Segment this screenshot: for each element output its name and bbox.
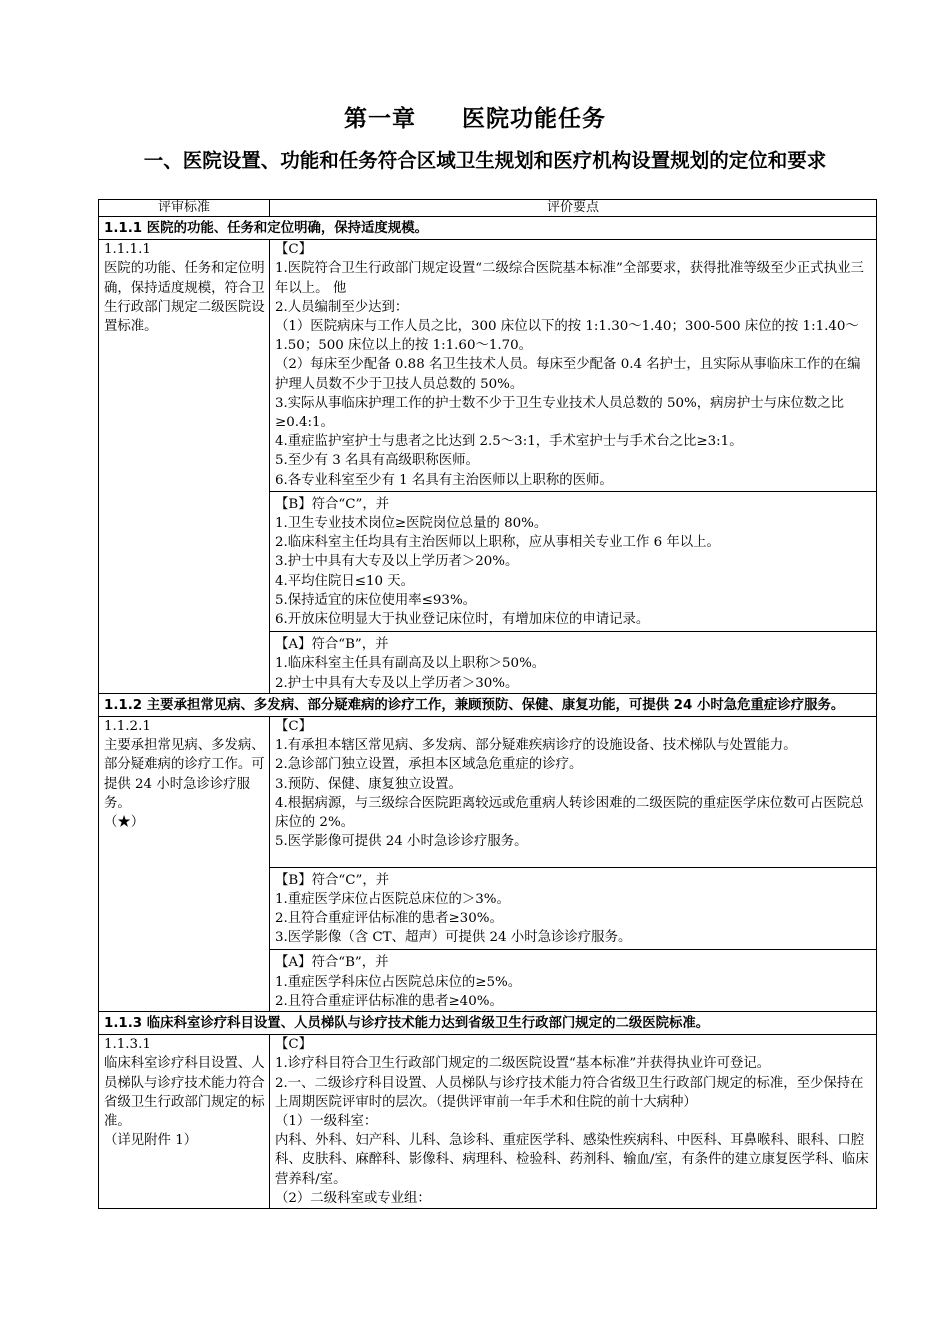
grade-line: 1.临床科室主任具有副高及以上职称＞50%。	[275, 656, 546, 672]
evaluation-table	[98, 199, 877, 1209]
standard-text: 主要承担常见病、多发病、部分疑难病的诊疗工作。可提供 24 小时急诊诊疗服务。	[104, 738, 265, 811]
grade-line: 5.至少有 3 名具有高级职称医师。	[275, 453, 479, 469]
column-header-points: 评价要点	[270, 200, 877, 217]
section-heading-row	[99, 693, 877, 716]
standard-star-mark: （★）	[104, 815, 145, 831]
grade-line: 3.护士中具有大专及以上学历者＞20%。	[275, 554, 519, 570]
grade-line: 1.重症医学床位占医院总床位的＞3%。	[275, 891, 510, 907]
grade-line: 4.平均住院日≤10 天。	[275, 573, 415, 589]
grade-line: 【B】符合“C”，并	[275, 496, 390, 512]
grade-line: 2.一、二级诊疗科目设置、人员梯队与诊疗技术能力符合省级卫生行政部门规定的标准，至少保持在上周期医院评审时的层次。（提供评审前一年手术和住院的前十大病种）	[275, 1075, 864, 1110]
grade-line: 【C】	[275, 1037, 313, 1053]
grade-line: 2.临床科室主任均具有主治医师以上职称，应从事相关专业工作 6 年以上。	[275, 535, 720, 551]
grade-line: （2）每床至少配备 0.88 名卫生技术人员。每床至少配备 0.4 名护士，且实际从事临床工作的在编护理人员数不少于卫技人员总数的 50%。	[275, 357, 861, 392]
chapter-label: 第一章	[344, 106, 416, 132]
section-heading-row	[99, 217, 877, 240]
grade-line: 2.且符合重症评估标准的患者≥30%。	[275, 910, 503, 926]
grade-line: 1.医院符合卫生行政部门规定设置“二级综合医院基本标准”全部要求，获得批准等级至少正式执业三年以上。 他	[275, 261, 864, 296]
column-header-standard: 评审标准	[99, 200, 270, 217]
grade-line: 6.开放床位明显大于执业登记床位时，有增加床位的申请记录。	[275, 612, 650, 628]
section-heading: 1.1.2 主要承担常见病、多发病、部分疑难病的诊疗工作，兼顾预防、保健、康复功能，可提供 24 小时急危重症诊疗服务。	[99, 693, 877, 716]
chapter-name: 医院功能任务	[462, 106, 606, 132]
grade-line: 1.重症医学科床位占医院总床位的≥5%。	[275, 974, 522, 990]
grade-line: （2）二级科室或专业组：	[275, 1190, 431, 1206]
grade-line: 内科、外科、妇产科、儿科、急诊科、重症医学科、感染性疾病科、中医科、耳鼻喉科、眼科、口腔科、皮肤科、麻醉科、影像科、病理科、检验科、药剂科、输血/室，有条件的建立康复医学科、临床营养科/室。	[275, 1133, 869, 1187]
grade-line: 1.卫生专业技术岗位≥医院岗位总量的 80%。	[275, 516, 548, 532]
grade-line: 1.有承担本辖区常见病、多发病、部分疑难疾病诊疗的设施设备、技术梯队与处置能力。	[275, 738, 797, 754]
grade-line: 4.重症监护室护士与患者之比达到 2.5～3:1，手术室护士与手术台之比≥3:1。	[275, 434, 743, 450]
grade-line: 【C】	[275, 719, 313, 735]
standard-note: （详见附件 1）	[104, 1133, 198, 1149]
grade-line: 2.护士中具有大专及以上学历者＞30%。	[275, 675, 519, 691]
standard-cell	[99, 717, 270, 1012]
grade-line: 3.医学影像（含 CT、超声）可提供 24 小时急诊诊疗服务。	[275, 930, 632, 946]
grade-line: 4.根据病源，与三级综合医院距离较远或危重病人转诊困难的二级医院的重症医学床位数可占医院总床位的 2%。	[275, 795, 864, 831]
grade-line: 2.急诊部门独立设置，承担本区域急危重症的诊疗。	[275, 757, 583, 773]
grade-b-cell	[270, 491, 877, 631]
standard-text: 临床科室诊疗科目设置、人员梯队与诊疗技术能力符合省级卫生行政部门规定的标准。	[104, 1056, 265, 1129]
grade-line: 2.人员编制至少达到：	[275, 299, 409, 315]
grade-line: （1）医院病床与工作人员之比，300 床位以下的按 1:1.30～1.40；300-500 床位的按 1:1.40～1.50；500 床位以上的按 1:1.60～1.70。	[275, 319, 859, 354]
section-title: 一、医院设置、功能和任务符合区域卫生规划和医疗机构设置规划的定位和要求	[143, 149, 827, 172]
standard-number: 1.1.1.1	[104, 242, 151, 258]
section-heading-row	[99, 1011, 877, 1034]
chapter-title	[0, 100, 950, 133]
grade-c-cell	[270, 1035, 877, 1209]
standard-number: 1.1.3.1	[104, 1037, 151, 1053]
grade-line: 【A】符合“B”，并	[275, 637, 389, 653]
grade-a-cell	[270, 632, 877, 694]
table-row	[99, 240, 877, 492]
grade-line: 5.保持适宜的床位使用率≤93%。	[275, 592, 477, 608]
grade-line: 【A】符合“B”，并	[275, 955, 389, 971]
grade-c-cell	[270, 717, 877, 867]
grade-a-cell	[270, 950, 877, 1012]
standard-cell	[99, 240, 270, 694]
grade-c-cell	[270, 240, 877, 492]
grade-line: （1）一级科室：	[275, 1113, 378, 1129]
standard-cell	[99, 1035, 270, 1209]
grade-line: 3.预防、保健、康复独立设置。	[275, 776, 462, 792]
standard-number: 1.1.2.1	[104, 719, 151, 735]
grade-line: 5.医学影像可提供 24 小时急诊诊疗服务。	[275, 834, 528, 850]
table-header-row	[99, 200, 877, 217]
grade-line: 【B】符合“C”，并	[275, 872, 390, 888]
grade-b-cell	[270, 867, 877, 950]
grade-line: 3.实际从事临床护理工作的护士数不少于卫生专业技术人员总数的 50%，病房护士与床位数之比≥0.4:1。	[275, 395, 845, 431]
table-row	[99, 1035, 877, 1209]
section-heading: 1.1.1 医院的功能、任务和定位明确，保持适度规模。	[99, 217, 877, 240]
grade-line: 6.各专业科室至少有 1 名具有主治医师以上职称的医师。	[275, 472, 613, 488]
grade-line: 2.且符合重症评估标准的患者≥40%。	[275, 993, 503, 1009]
table-row	[99, 717, 877, 867]
grade-line: 1.诊疗科目符合卫生行政部门规定的二级医院设置“基本标准”并获得执业许可登记。	[275, 1056, 771, 1072]
section-heading: 1.1.3 临床科室诊疗科目设置、人员梯队与诊疗技术能力达到省级卫生行政部门规定的二级医院标准。	[99, 1011, 877, 1034]
standard-text: 医院的功能、任务和定位明确，保持适度规模，符合卫生行政部门规定二级医院设置标准。	[104, 261, 265, 335]
grade-line: 【C】	[275, 242, 313, 258]
